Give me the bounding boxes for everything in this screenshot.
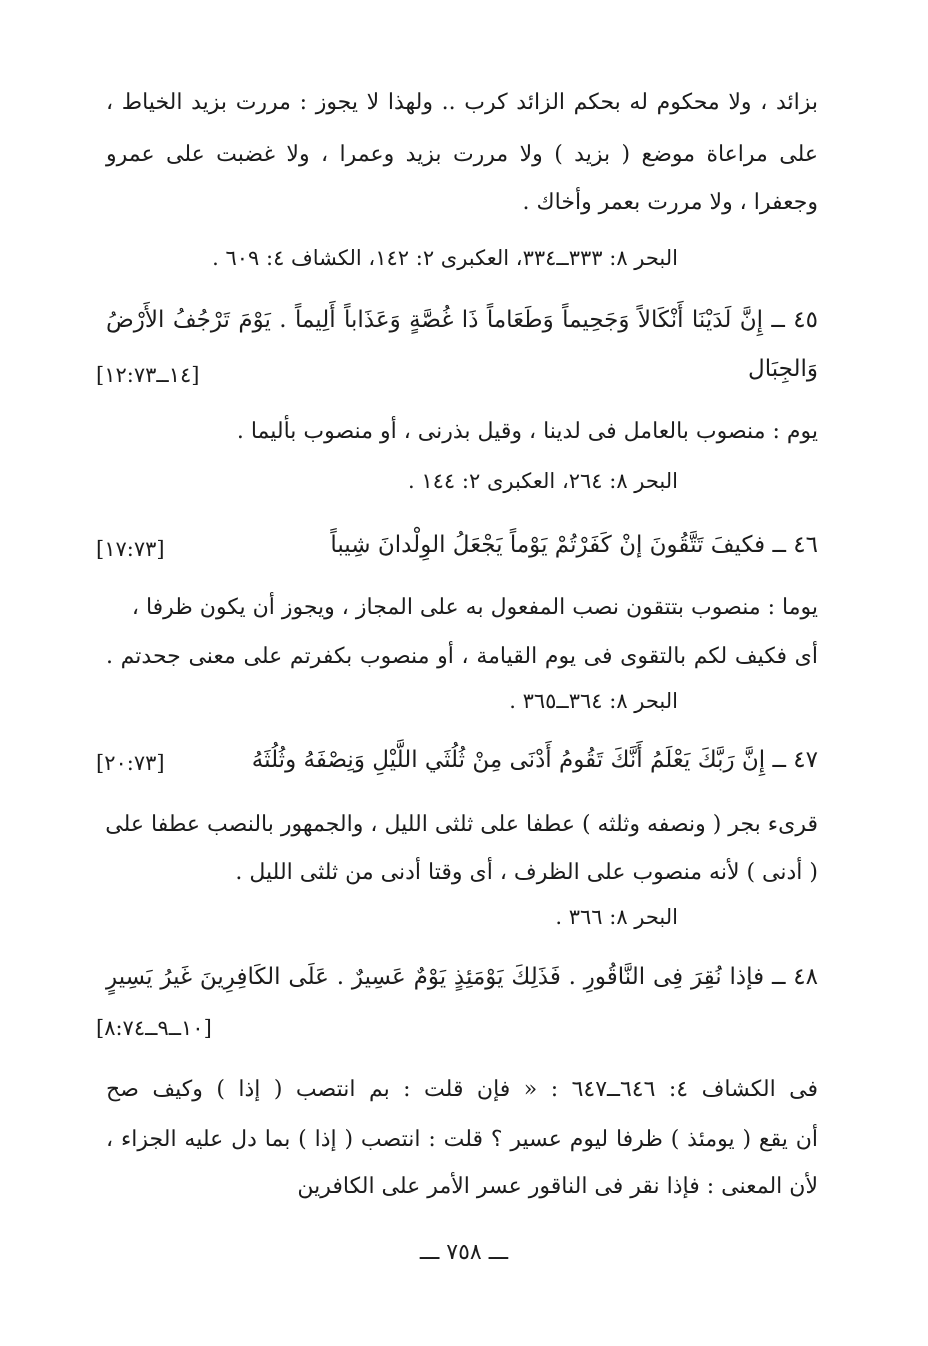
source-citation: البحر ٨: ٢٦٤، العكبرى ٢: ١٤٤ . bbox=[408, 469, 678, 493]
verse-46-note-line: أى فكيف لكم بالتقوى فى يوم القيامة ، أو منصوب بكفرتم على معنى جحدتم . bbox=[106, 644, 818, 669]
verse-48-line-1: ٤٨ ــ فإذا نُقِرَ فِى النَّاقُورِ . فَذَلِكَ يَوْمَئِذٍ يَوْمٌ عَسِيرٌ . عَلَى الكَافِرِينَ غَيرُ يَسِيرٍ bbox=[106, 964, 818, 990]
page-number: ـــ ٧٥٨ ـــ bbox=[419, 1240, 509, 1265]
page-number-container bbox=[0, 1238, 928, 1268]
text-line: وجعفرا ، ولا مررت بعمر وأخاك . bbox=[522, 190, 818, 215]
verse-47-reference: [٢٠:٧٣] bbox=[96, 751, 165, 775]
verse-45-note: يوم : منصوب بالعامل فى لدينا ، وقيل بذرنى ، أو منصوب بأليما . bbox=[236, 419, 818, 444]
verse-47-text: ٤٧ ــ إِنَّ رَبَّكَ يَعْلَمُ أَنَّكَ تَقُومُ أَدْنَى مِنْ ثُلُثَي اللَّيْلِ وَنِصْفَهُ وثُلُثَهُ bbox=[251, 747, 818, 773]
text-line: بزائد ، ولا محكوم له بحكم الزائد كرب .. ولهذا لا يجوز : مررت بزيد الخياط ، bbox=[106, 90, 818, 115]
verse-47-note-line: ( أدنى ) لأنه منصوب على الظرف ، أى وقتا أدنى من ثلثى الليل . bbox=[235, 860, 818, 885]
verse-48-note-line: فى الكشاف ٤: ٦٤٦ــ٦٤٧ : « فإن قلت : بم انتصب ( إذا ) وكيف صح bbox=[106, 1077, 818, 1102]
verse-48-note-line: لأن المعنى : فإذا نقر فى الناقور عسر الأمر على الكافرين bbox=[297, 1174, 818, 1199]
verse-45-line-2: وَالجِبَال bbox=[747, 356, 818, 382]
text-line: على مراعاة موضع ( بزيد ) ولا مررت بزيد وعمرا ، ولا غضبت على عمرو bbox=[106, 142, 818, 167]
verse-45-line-1: ٤٥ ــ إِنَّ لَدَيْنَا أَنْكَالاً وَجَحِيماً وَطَعَاماً ذَا غُصَّةٍ وَعَذَاباً أَلِيماً . يَوْمَ تَرْجُفُ الأَرْضُ bbox=[106, 307, 818, 333]
source-citation: البحر ٨: ٣٣٣ــ٣٣٤، العكبرى ٢: ١٤٢، الكشاف ٤: ٦٠٩ . bbox=[212, 246, 678, 270]
verse-46-reference: [١٧:٧٣] bbox=[96, 537, 165, 561]
verse-46-note-line: يوما : منصوب بتتقون نصب المفعول به على المجاز ، ويجوز أن يكون ظرفا ، bbox=[131, 595, 818, 620]
verse-46-text: ٤٦ ــ فكيفَ تَتَّقُونَ إنْ كَفَرْتُمْ يَوْماً يَجْعَلُ الوِلْدانَ شِيباً bbox=[330, 532, 818, 558]
verse-47-note-line: قرىء بجر ( ونصفه وثلثه ) عطفا على ثلثى الليل ، والجمهور بالنصب عطفا على bbox=[105, 812, 818, 837]
source-citation: البحر ٨: ٣٦٦ . bbox=[555, 905, 678, 929]
verse-48-note-line: أن يقع ( يومئذ ) ظرفا ليوم عسير ؟ قلت : انتصب ( إذا ) بما دل عليه الجزاء ، bbox=[106, 1127, 818, 1152]
verse-48-reference: [١٠ــ٩ــ٨:٧٤] bbox=[96, 1016, 212, 1040]
source-citation: البحر ٨: ٣٦٤ــ٣٦٥ . bbox=[509, 689, 678, 713]
verse-45-reference: [١٤ــ١٢:٧٣] bbox=[96, 363, 200, 387]
